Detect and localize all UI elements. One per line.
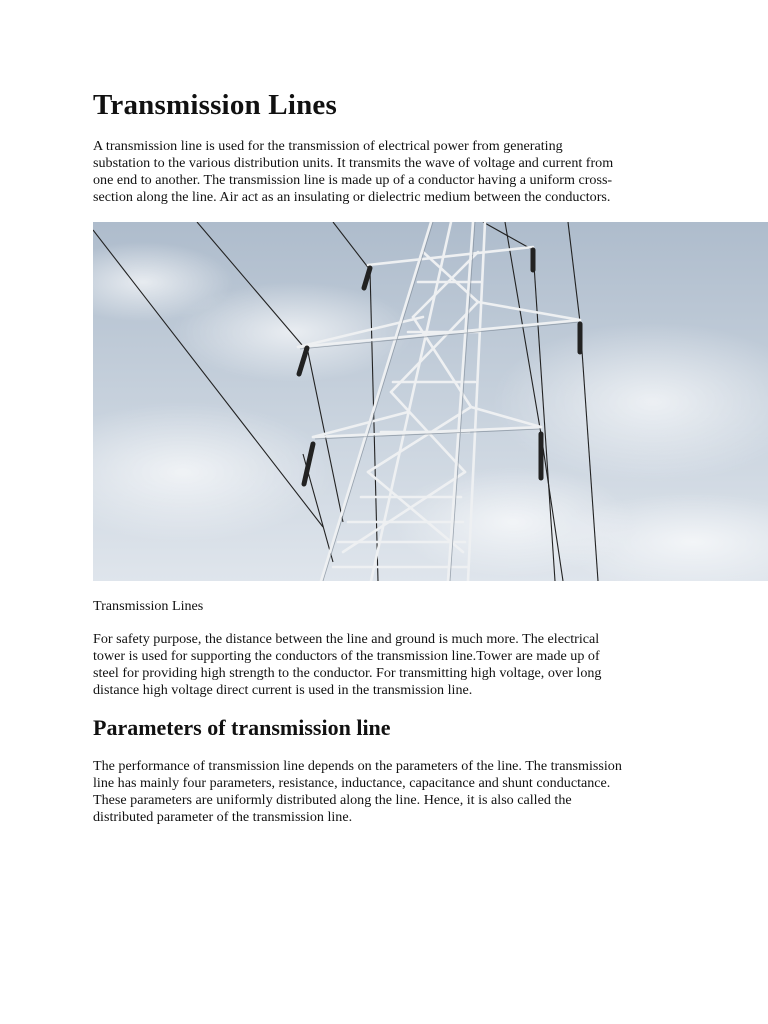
figure-caption: Transmission Lines <box>93 598 204 614</box>
intro-line: A transmission line is used for the transmission of electrical power from generating <box>93 138 563 154</box>
intro-line: substation to the various distribution units. It transmits the wave of voltage and current from <box>93 155 614 171</box>
parameters-paragraph <box>93 758 688 826</box>
intro-line: one end to another. The transmission line is made up of a conductor having a uniform cross- <box>93 172 613 188</box>
parameters-line: These parameters are uniformly distributed along the line. Hence, it is also called the <box>93 792 572 808</box>
page-title: Transmission Lines <box>93 89 337 121</box>
safety-line: tower is used for supporting the conductors of the transmission line.Tower are made up of <box>93 648 600 664</box>
section-heading: Parameters of transmission line <box>93 715 391 740</box>
parameters-line: distributed parameter of the transmission line. <box>93 809 353 825</box>
transmission-tower-photo <box>93 222 768 581</box>
safety-paragraph <box>93 631 688 699</box>
safety-line: distance high voltage direct current is used in the transmission line. <box>93 682 473 698</box>
intro-paragraph <box>93 138 688 206</box>
parameters-line: line has mainly four parameters, resistance, inductance, capacitance and shunt conductance. <box>93 775 611 791</box>
parameters-line: The performance of transmission line depends on the parameters of the line. The transmission <box>93 758 622 774</box>
safety-line: For safety purpose, the distance between the line and ground is much more. The electrical <box>93 631 600 647</box>
intro-line: section along the line. Air act as an insulating or dielectric medium between the conductors. <box>93 189 611 205</box>
safety-line: steel for providing high strength to the conductor. For transmitting high voltage, over long <box>93 665 602 681</box>
